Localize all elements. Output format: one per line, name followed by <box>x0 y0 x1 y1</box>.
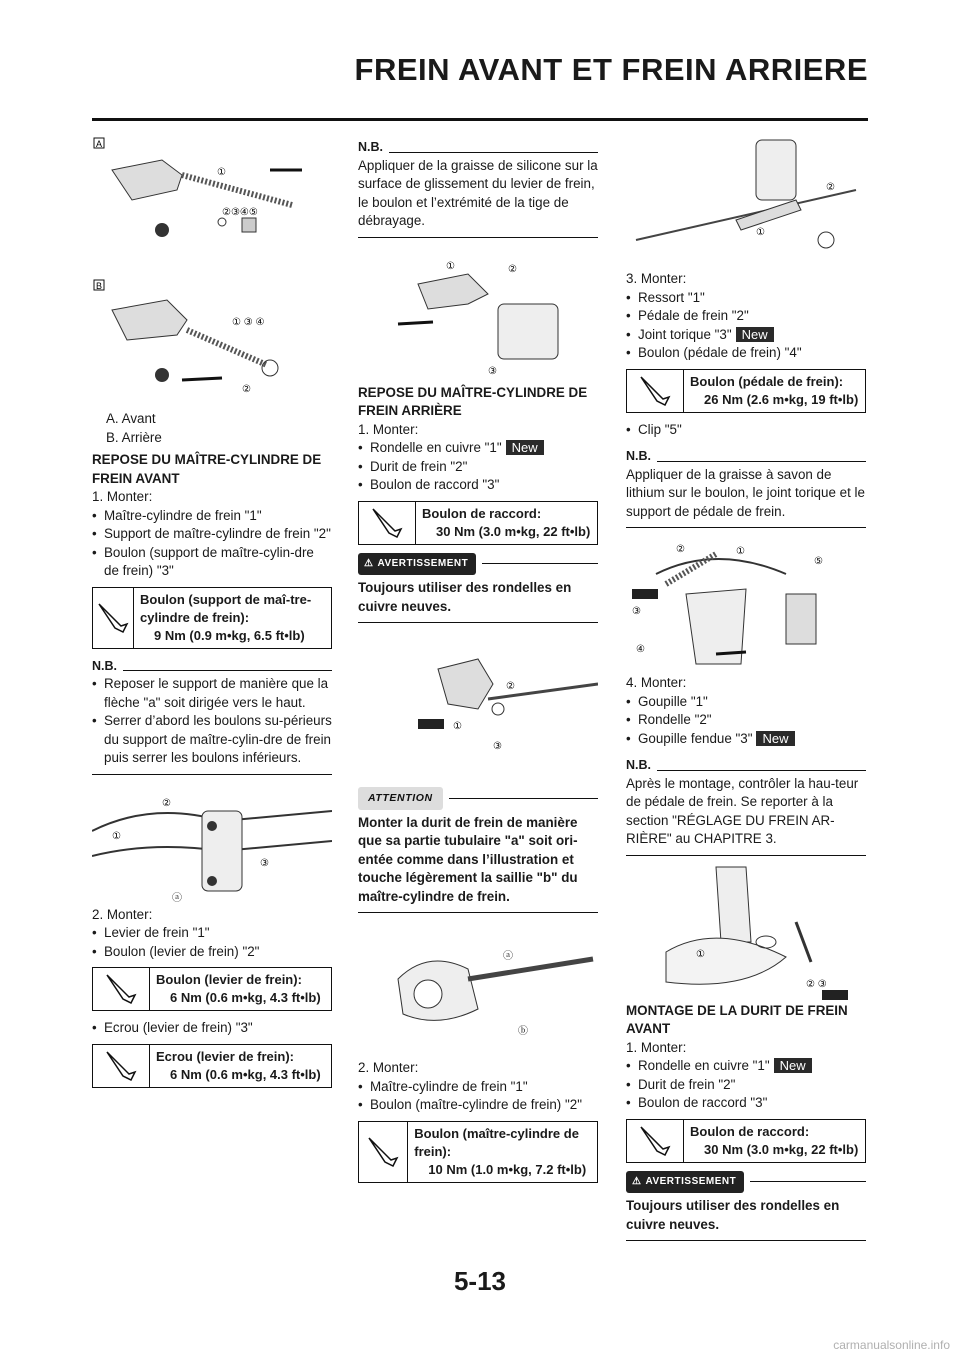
svg-text:②: ② <box>508 263 517 275</box>
torque-value: 6 Nm (0.6 m•kg, 4.3 ft•lb) <box>170 1066 321 1082</box>
list-item: • Rondelle "2" <box>626 711 866 730</box>
svg-text:②③④⑤: ②③④⑤ <box>222 207 258 218</box>
torque-title: Boulon (maître-cylindre de frein): <box>414 1125 579 1159</box>
column-3 <box>626 130 866 1247</box>
list-item: • Boulon de raccord "3" <box>626 1094 866 1113</box>
torque-wrench-icon <box>359 1122 408 1182</box>
torque-wrench-icon <box>627 1120 684 1162</box>
svg-text:ⓐ: ⓐ <box>503 951 513 962</box>
svg-text:②: ② <box>826 182 835 193</box>
svg-text:③: ③ <box>632 606 641 617</box>
list-item: • Maître-cylindre de frein "1" <box>358 1078 598 1097</box>
svg-text:ⓑ: ⓑ <box>518 1026 528 1037</box>
svg-text:③: ③ <box>493 741 502 752</box>
torque-box <box>358 1121 598 1183</box>
nb-label: N.B. <box>626 449 651 463</box>
step-label: 2. Monter: <box>358 1060 419 1075</box>
list-item: • Clip "5" <box>626 421 866 440</box>
list-item: • Durit de frein "2" <box>358 458 598 477</box>
torque-title: Boulon de raccord: <box>422 505 542 521</box>
torque-box <box>92 967 332 1011</box>
svg-text:②: ② <box>242 384 251 395</box>
figure-brake-lever <box>92 781 332 906</box>
list-item: • Rondelle en cuivre "1" New <box>626 1057 866 1076</box>
step-label: 2. Monter: <box>92 906 153 922</box>
list-item: • Boulon (levier de frein) "2" <box>92 943 332 962</box>
svg-text:①: ① <box>756 227 765 238</box>
figure-cotter-pin <box>626 862 866 1002</box>
fig-label-b: B <box>96 281 103 291</box>
torque-wrench-icon <box>93 968 150 1010</box>
torque-title: Boulon de raccord: <box>690 1123 810 1139</box>
step-label: 1. Monter: <box>92 489 153 504</box>
list-item: • Durit de frein "2" <box>626 1076 866 1095</box>
torque-title: Boulon (levier de frein): <box>156 972 302 987</box>
warning-badge: ⚠ AVERTISSEMENT <box>626 1171 744 1194</box>
torque-box <box>626 1119 866 1163</box>
step-label: 1. Monter: <box>626 1039 687 1055</box>
svg-text:①: ① <box>696 948 705 960</box>
torque-value: 30 Nm (3.0 m•kg, 22 ft•lb) <box>436 523 591 539</box>
svg-text:①: ① <box>112 830 121 842</box>
list-item: • Maître-cylindre de frein "1" <box>92 507 332 526</box>
torque-box <box>626 369 866 413</box>
figure-rear-master-cylinder <box>358 244 598 384</box>
attention-header <box>358 787 598 810</box>
list-item: • Boulon (pédale de frein) "4" <box>626 344 866 363</box>
torque-title: Ecrou (levier de frein): <box>156 1048 294 1064</box>
note-item: • Reposer le support de manière que la flèche "a" soit dirigée vers le haut. <box>92 675 332 712</box>
warning-triangle-icon: ⚠ <box>364 557 374 569</box>
warning-header <box>358 553 598 576</box>
warning-text: Toujours utiliser des rondelles en cuivre neuves. <box>358 580 572 614</box>
nb-label: N.B. <box>92 658 117 673</box>
svg-text:②: ② <box>506 681 515 692</box>
attention-text: Monter la durit de frein de manière que sa partie tubulaire "a" soit ori-entée comme dans l’illustration et touche légèrement la saillie "b" du maître-cylindre de frein. <box>358 814 578 904</box>
torque-wrench-icon <box>627 370 684 412</box>
new-badge: New <box>774 1058 812 1073</box>
torque-wrench-icon <box>359 502 416 544</box>
warning-header <box>626 1171 866 1194</box>
figure-brake-pedal <box>626 130 866 270</box>
list-item: • Levier de frein "1" <box>92 924 332 943</box>
attention-badge: ATTENTION <box>358 787 443 810</box>
svg-text:①: ① <box>736 546 745 557</box>
column-2 <box>358 138 598 1191</box>
svg-text:① ③ ④: ① ③ ④ <box>232 317 265 328</box>
section-title: REPOSE DU MAÎTRE-CYLINDRE DE FREIN ARRIÈRE <box>358 384 588 418</box>
note-text: Appliquer de la graisse de silicone sur la surface de glissement du levier de frein, le boulon et l’extrémité de la tige de débrayage. <box>358 157 598 228</box>
list-item: • Ecrou (levier de frein) "3" <box>92 1019 332 1038</box>
watermark: carmanualsonline.info <box>833 1338 950 1352</box>
torque-title: Boulon (support de maî-tre-cylindre de frein): <box>140 591 312 625</box>
list-item: • Support de maître-cylindre de frein "2" <box>92 525 332 544</box>
list-item: • Goupille fendue "3" New <box>626 730 866 749</box>
figure-front-rear-master-cylinder <box>92 130 332 410</box>
torque-wrench-icon <box>93 1045 150 1087</box>
section-title: MONTAGE DE LA DURIT DE FREIN AVANT <box>626 1002 848 1036</box>
figure-pedal-assembly <box>626 534 866 674</box>
step-label: 4. Monter: <box>626 675 687 690</box>
new-badge: New <box>506 440 544 455</box>
torque-box <box>358 501 598 545</box>
torque-title: Boulon (pédale de frein): <box>690 373 844 389</box>
list-item: • Boulon (maître-cylindre de frein) "2" <box>358 1096 598 1115</box>
svg-text:② ③: ② ③ <box>806 978 827 990</box>
legend-item: B. Arrière <box>106 429 162 445</box>
list-item: • Pédale de frein "2" <box>626 307 866 326</box>
torque-value: 9 Nm (0.9 m•kg, 6.5 ft•lb) <box>154 627 305 643</box>
warning-badge: ⚠ AVERTISSEMENT <box>358 553 476 576</box>
list-item: • Rondelle en cuivre "1" New <box>358 439 598 458</box>
list-item: • Goupille "1" <box>626 693 866 712</box>
figure-brake-hose-connection <box>358 629 598 779</box>
torque-box <box>92 587 332 649</box>
new-badge: New <box>756 731 794 746</box>
list-item: • Joint torique "3" New <box>626 326 866 345</box>
warning-triangle-icon: ⚠ <box>632 1175 642 1187</box>
torque-value: 6 Nm (0.6 m•kg, 4.3 ft•lb) <box>170 990 321 1005</box>
svg-text:③: ③ <box>260 857 269 869</box>
column-1 <box>92 130 332 1096</box>
warning-text: Toujours utiliser des rondelles en cuivre neuves. <box>626 1198 840 1232</box>
svg-text:⑤: ⑤ <box>814 556 823 567</box>
step-label: 1. Monter: <box>358 421 419 437</box>
svg-text:②: ② <box>676 544 685 555</box>
torque-value: 30 Nm (3.0 m•kg, 22 ft•lb) <box>704 1141 859 1157</box>
new-badge: New <box>736 327 774 342</box>
page-number: 5-13 <box>453 1266 507 1296</box>
list-item: • Boulon (support de maître-cylin-dre de frein) "3" <box>92 544 332 581</box>
fig-label-a: A <box>96 139 103 149</box>
list-item: • Ressort "1" <box>626 289 866 308</box>
svg-text:④: ④ <box>636 644 645 655</box>
list-item: • Boulon de raccord "3" <box>358 476 598 495</box>
torque-box <box>92 1044 332 1088</box>
svg-text:②: ② <box>162 797 171 809</box>
page-title: FREIN AVANT ET FREIN ARRIERE <box>354 52 868 87</box>
figure-master-cylinder-hose <box>358 919 598 1059</box>
svg-text:ⓐ: ⓐ <box>172 892 182 904</box>
note-text: Appliquer de la graisse à savon de lithium sur le boulon, le joint torique et le support de pédale de frein. <box>626 466 865 519</box>
legend-item: A. Avant <box>106 411 156 426</box>
torque-value: 10 Nm (1.0 m•kg, 7.2 ft•lb) <box>428 1161 587 1177</box>
step-label: 3. Monter: <box>626 271 687 286</box>
section-title: REPOSE DU MAÎTRE-CYLINDRE DE FREIN AVANT <box>92 452 322 486</box>
svg-text:①: ① <box>453 721 462 732</box>
header-rule <box>92 118 868 121</box>
note-text: Après le montage, contrôler la hau-teur de pédale de frein. Se reporter à la section "RÉGLAGE DU FREIN AR-RIÈRE" au CHAPITRE 3. <box>626 775 859 846</box>
svg-text:③: ③ <box>488 365 497 377</box>
nb-label: N.B. <box>626 758 651 772</box>
nb-label: N.B. <box>358 140 383 154</box>
svg-text:①: ① <box>446 260 455 272</box>
note-item: • Serrer d’abord les boulons su-périeurs du support de maître-cylin-dre de frein puis serrer les boulons inférieurs. <box>92 712 332 768</box>
torque-value: 26 Nm (2.6 m•kg, 19 ft•lb) <box>704 391 859 407</box>
svg-text:①: ① <box>217 167 226 178</box>
torque-wrench-icon <box>93 588 134 648</box>
